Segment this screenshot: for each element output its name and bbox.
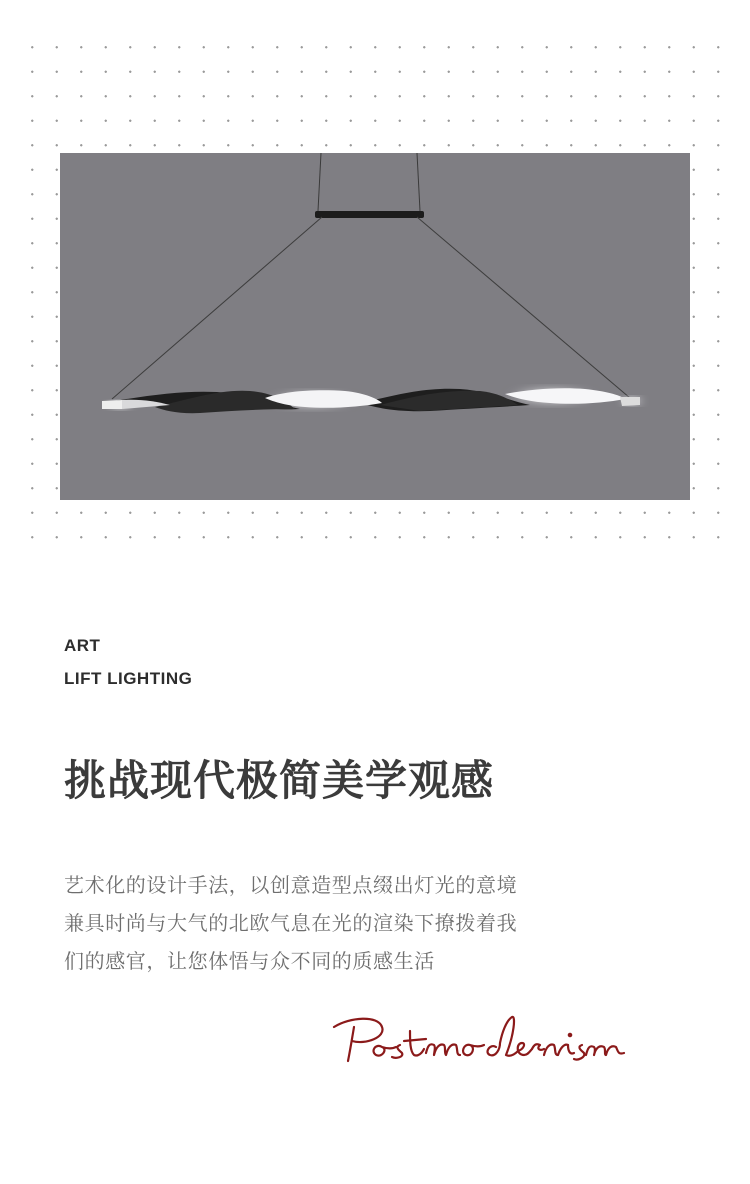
body-line-1: 艺术化的设计手法，以创意造型点缀出灯光的意境: [64, 873, 518, 897]
headline: 挑战现代极简美学观感: [64, 756, 495, 805]
eyebrow-art: ART: [64, 636, 101, 655]
body-line-3: 们的感官，让您体悟与众不同的质感生活: [64, 949, 435, 973]
body-paragraph: [64, 866, 604, 980]
pendant-lamp-illustration: [60, 153, 690, 500]
postmodernism-signature: [330, 1005, 630, 1075]
body-line-2: 兼具时尚与大气的北欧气息在光的渲染下撩拨着我: [64, 911, 518, 935]
product-photo: [60, 153, 690, 500]
eyebrow-lift-lighting: LIFT LIGHTING: [64, 669, 193, 688]
signature-script-image: [330, 1005, 630, 1075]
